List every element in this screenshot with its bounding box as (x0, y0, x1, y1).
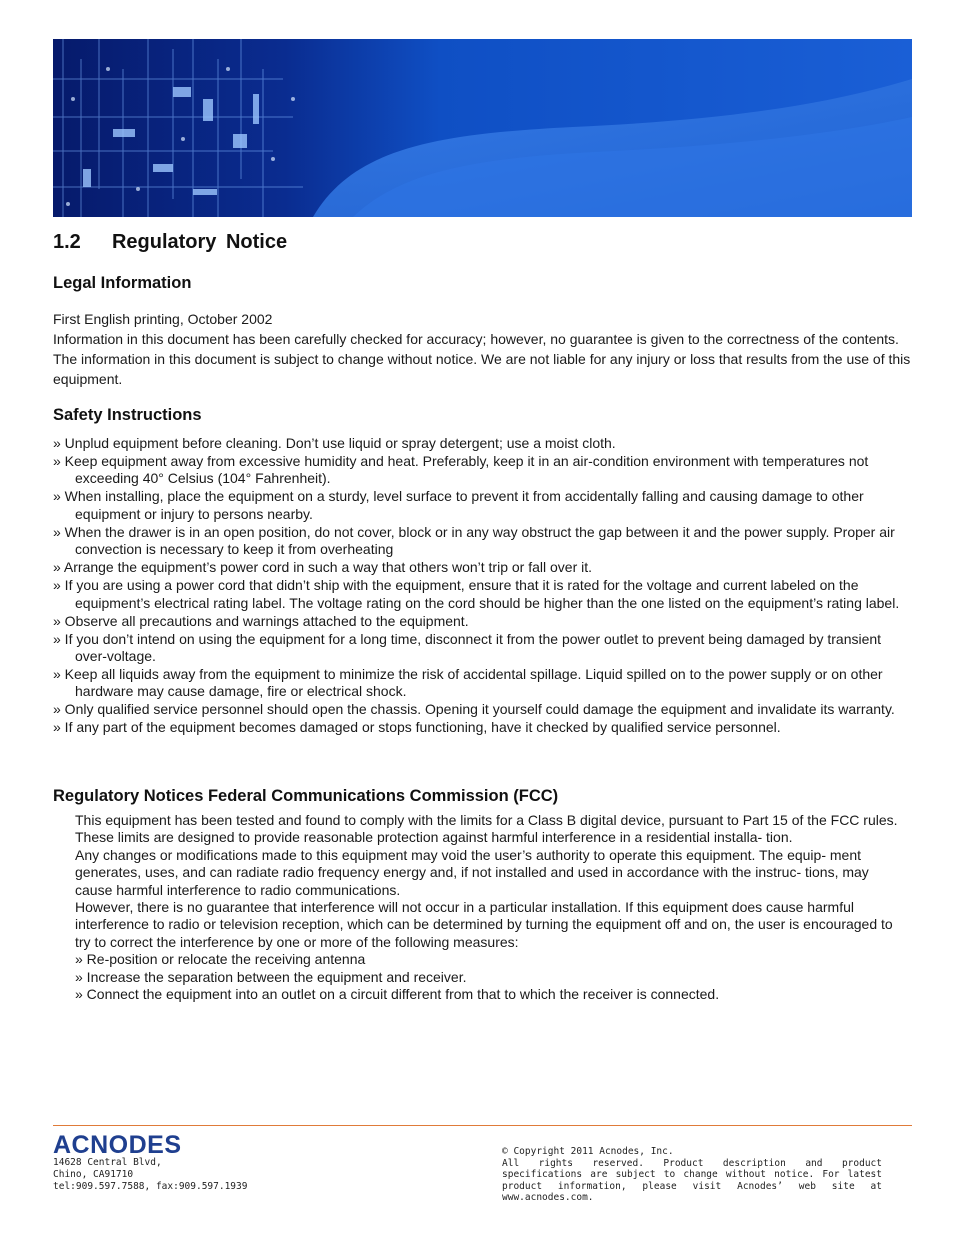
footer-copyright (502, 1146, 882, 1204)
list-item: » If you are using a power cord that didn’t ship with the equipment, ensure that it is rated for the voltage and current labeled on the equipment’s electrical rating label. The voltage rating on the cord should be higher than the one listed on the equipment’s rating label. (53, 577, 900, 611)
fcc-body (75, 812, 905, 1003)
copyright-line: © Copyright 2011 Acnodes, Inc. (502, 1146, 674, 1157)
safety-list (53, 435, 915, 737)
legal-body: Information in this document has been carefully checked for accuracy; however, no guarantee is given to the correctness of the contents. The information in this document is subject to change without notice. We are not liable for any injury or loss that results from the use of this equipment. (53, 331, 911, 387)
footer-divider (53, 1125, 912, 1126)
fcc-paragraph: Any changes or modifications made to this equipment may void the user’s authority to operate this equipment. The equip- ment generates, uses, and can radiate radio frequency energy and, if not installed and used in accordance with the instruc- tions, may cause harmful interference to radio communications. (75, 846, 869, 898)
copyright-notice: All rights reserved. Product description and product specifications are subject to change without notice. For latest product information, please visit Acnodes’ web site at www.acnodes.com. (502, 1157, 882, 1203)
section-title-text: Regulatory Notice (111, 231, 288, 253)
list-item: » When the drawer is in an open position, do not cover, block or in any way obstruct the gap between it and the power supply. Proper air convection is necessary to keep it from overheating (53, 523, 895, 558)
footer-address (53, 1157, 247, 1193)
legal-heading: Legal Information (53, 274, 192, 292)
header-banner (53, 39, 912, 217)
list-item: » Arrange the equipment’s power cord in such a way that others won’t trip or fall over it. (53, 559, 593, 576)
page-title (53, 231, 287, 254)
fcc-heading: Regulatory Notices Federal Communications Commission (FCC) (53, 787, 559, 805)
circuit-board-banner-image (53, 39, 912, 217)
list-item: » Keep all liquids away from the equipment to minimize the risk of accidental spillage. Liquid spilled on to the power supply or on other hardware may cause damage, fire or electrical shock. (53, 666, 883, 700)
safety-heading: Safety Instructions (53, 406, 202, 424)
address-line: 14628 Central Blvd, (53, 1157, 162, 1168)
list-item: » Keep equipment away from excessive humidity and heat. Preferably, keep it in an air-condition environment with temperatures not exceeding 40° Celsius (104° Fahrenheit). (53, 453, 869, 487)
fcc-paragraph: This equipment has been tested and found to comply with the limits for a Class B digital device, pursuant to Part 15 of the FCC rules. These limits are designed to provide reasonable protection against harmful interference in a residential installa- tion. (75, 812, 898, 846)
list-item: » If you don’t intend on using the equipment for a long time, disconnect it from the power outlet to prevent being damaged by transient over-voltage. (53, 630, 882, 665)
list-item: » Unplud equipment before cleaning. Don’t use liquid or spray detergent; use a moist cloth. (53, 435, 616, 451)
acnodes-logo-mark (53, 1131, 213, 1157)
fcc-paragraph: However, there is no guarantee that interference will not occur in a particular installation. If this equipment does cause harmful interference to radio or television reception, which can be determined by turning the equipment off and on, the user is encouraged to try to correct the interference by one or more of the following measures: (75, 899, 893, 950)
address-line: tel:909.597.7588, fax:909.597.1939 (53, 1181, 248, 1192)
list-item: » Observe all precautions and warnings attached to the equipment. (53, 612, 469, 629)
list-item: » Only qualified service personnel should open the chassis. Opening it yourself could damage the equipment and invalidate its warranty. (53, 701, 895, 718)
list-item: » If any part of the equipment becomes damaged or stops functioning, have it checked by qualified service personnel. (53, 719, 781, 736)
section-number: 1.2 (53, 231, 81, 253)
legal-printing: First English printing, October 2002 (53, 311, 273, 327)
fcc-measure: » Connect the equipment into an outlet on a circuit different from that to which the receiver is connected. (75, 986, 720, 1003)
address-line: Chino, CA91710 (53, 1169, 134, 1180)
list-item: » When installing, place the equipment on a sturdy, level surface to prevent it from accidentally falling and causing damage to other equipment or injury to persons nearby. (53, 488, 864, 522)
fcc-measure: » Increase the separation between the equipment and receiver. (75, 968, 467, 985)
fcc-measure: » Re-position or relocate the receiving antenna (75, 951, 366, 968)
logo-text: ACNODES (53, 1131, 182, 1157)
